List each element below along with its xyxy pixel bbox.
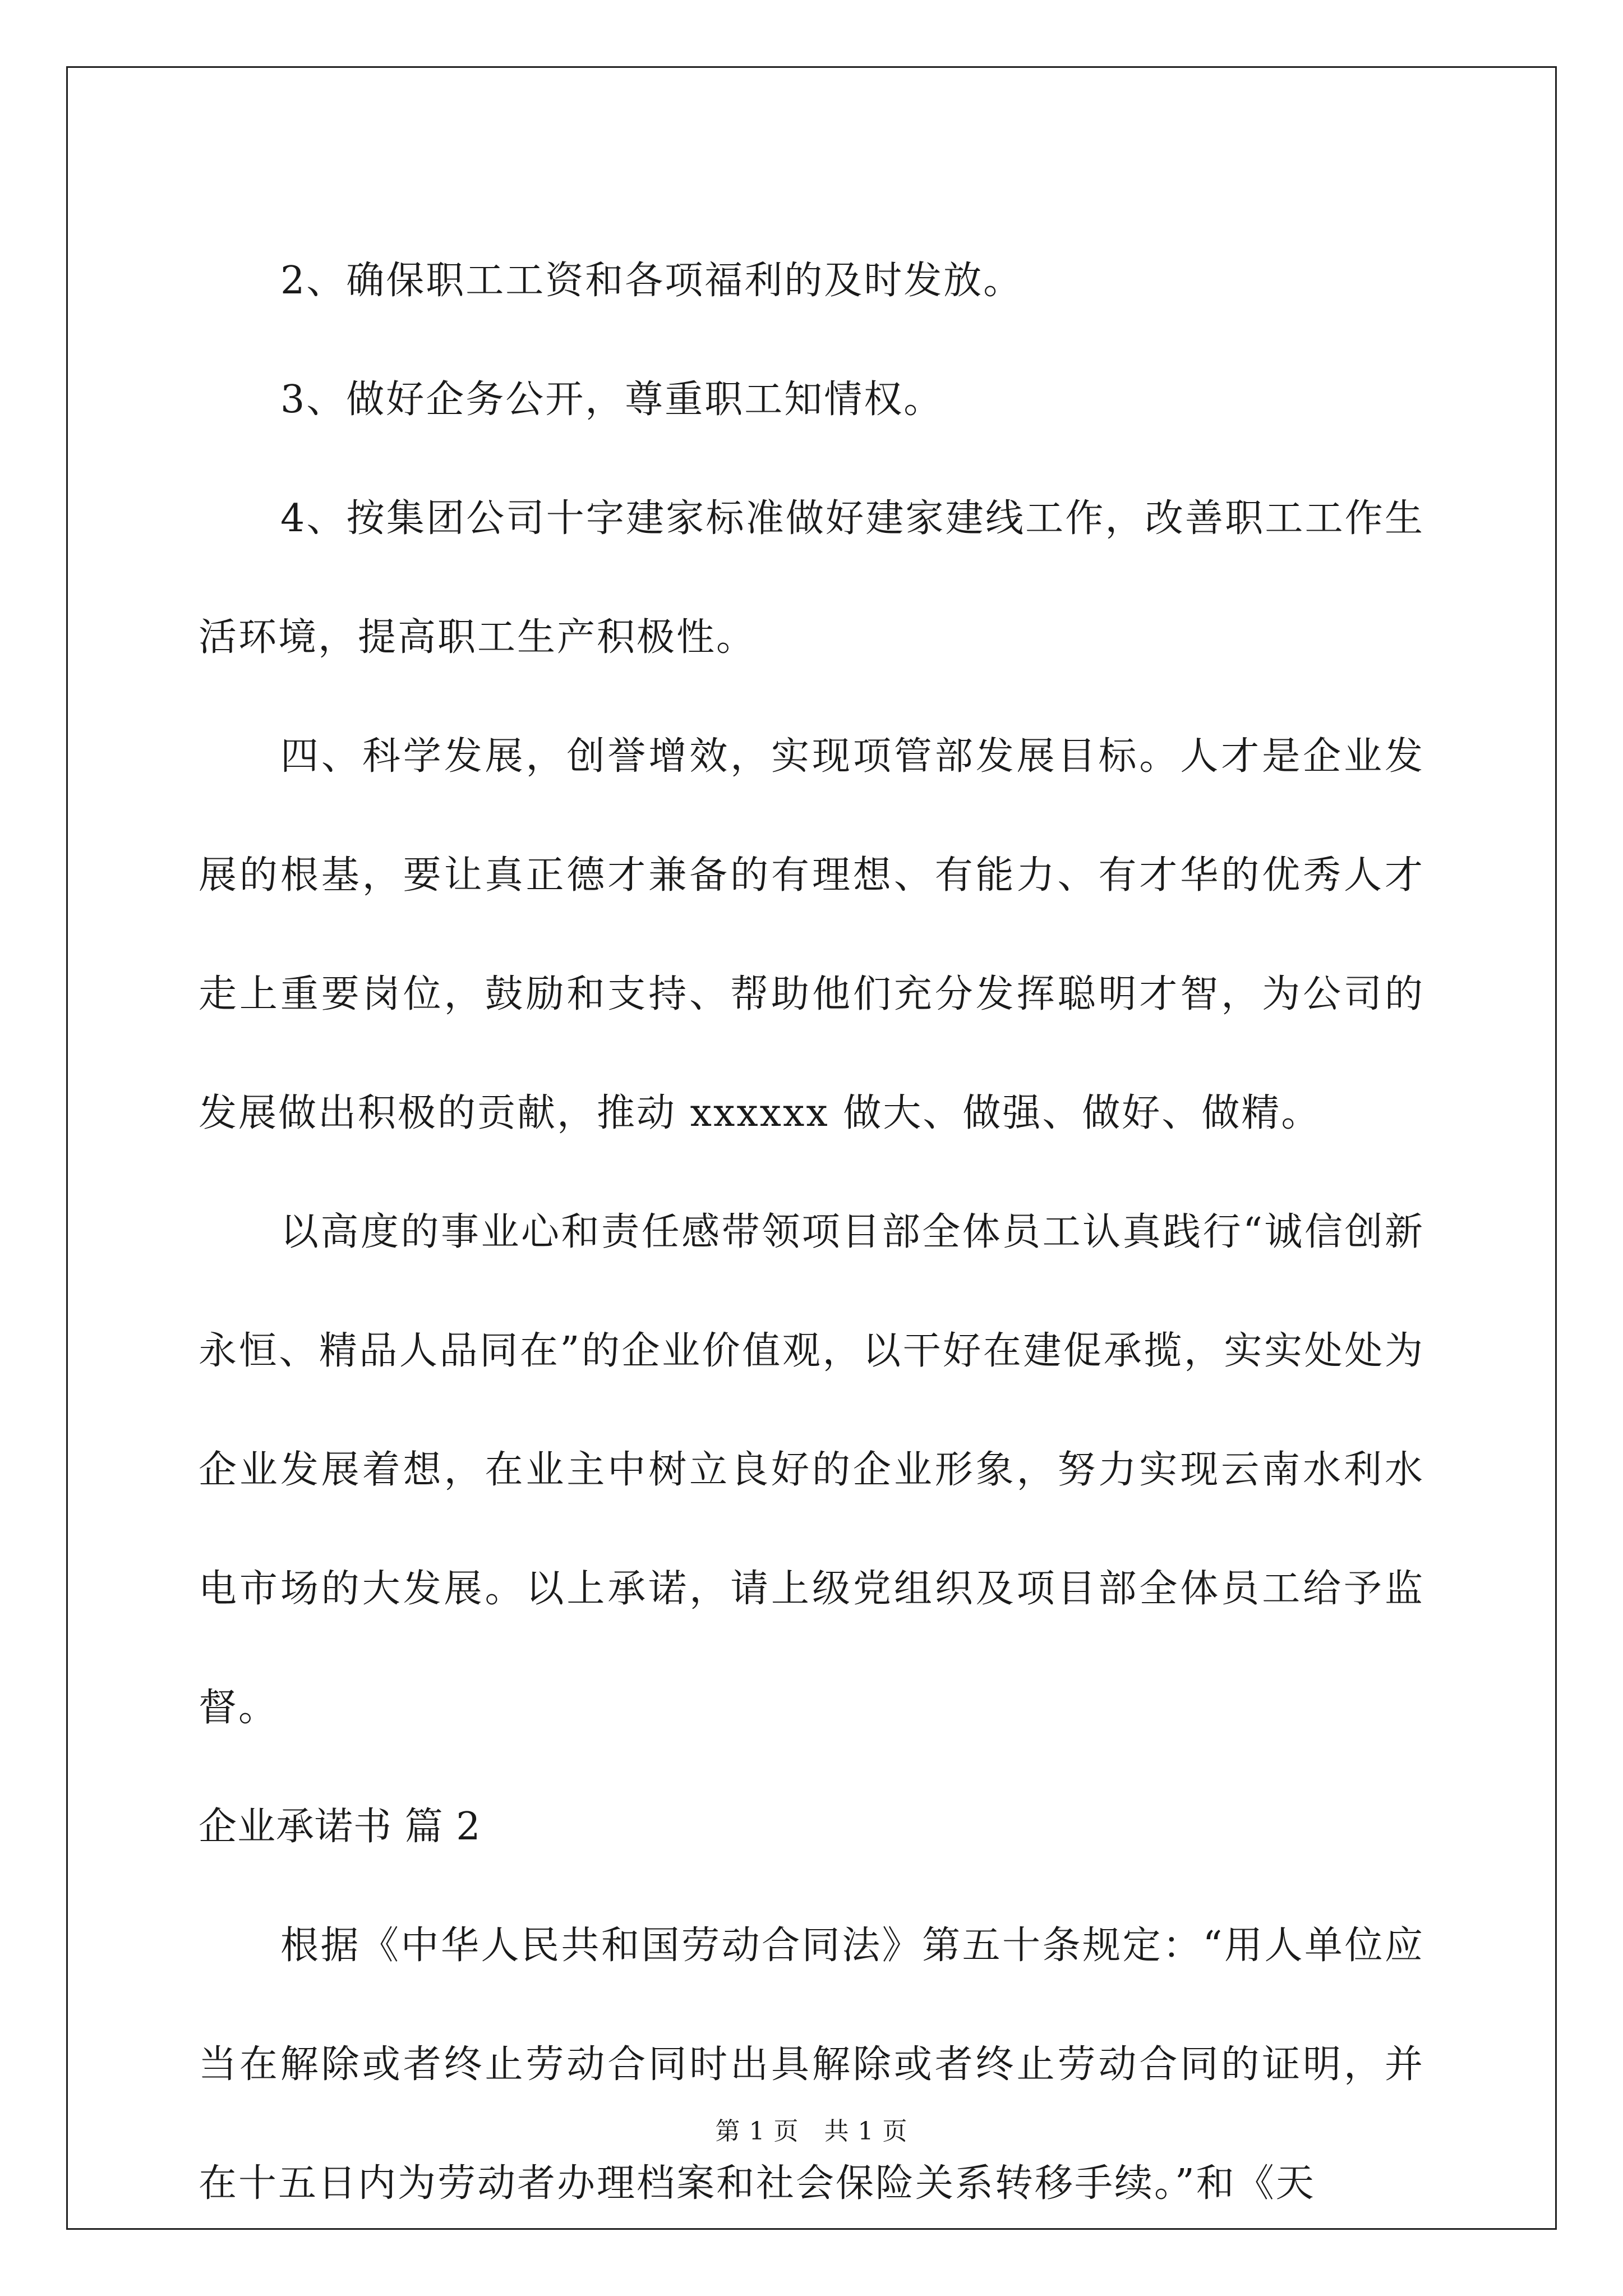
paragraph-labor-law: 根据《中华人民共和国劳动合同法》第五十条规定：“用人单位应当在解除或者终止劳动合同时出具解除或者终止劳动合同的证明，并在十五日内为劳动者办理档案和社会保险关系转移手续。”和《天 — [199, 1924, 1424, 2206]
document-body — [199, 222, 1424, 2243]
paragraph-item-3: 3、做好企务公开，尊重职工知情权。 — [280, 378, 944, 422]
paragraph-item-2: 2、确保职工工资和各项福利的及时发放。 — [280, 259, 1023, 303]
section-heading: 企业承诺书 篇 2 — [199, 1805, 481, 1849]
paragraph-section-4: 四、科学发展，创誉增效，实现项管部发展目标。人才是企业发展的根基，要让真正德才兼备的有理想、有能力、有才华的优秀人才走上重要岗位，鼓励和支持、帮助他们充分发挥聪明才智，为公司的发展做出积极的贡献，推动 xxxxxx 做大、做强、做好、做精。 — [199, 734, 1424, 1135]
page-number-footer: 第 1 页 共 1 页 — [715, 2117, 908, 2146]
paragraph-item-4: 4、按集团公司十字建家标准做好建家建线工作，改善职工工作生活环境，提高职工生产积极性。 — [199, 496, 1424, 660]
paragraph-values: 以高度的事业心和责任感带领项目部全体员工认真践行“诚信创新永恒、精品人品同在”的企业价值观，以干好在建促承揽，实实处处为企业发展着想，在业主中树立良好的企业形象，努力实现云南水利水电市场的大发展。以上承诺，请上级党组织及项目部全体员工给予监督。 — [199, 1210, 1424, 1730]
